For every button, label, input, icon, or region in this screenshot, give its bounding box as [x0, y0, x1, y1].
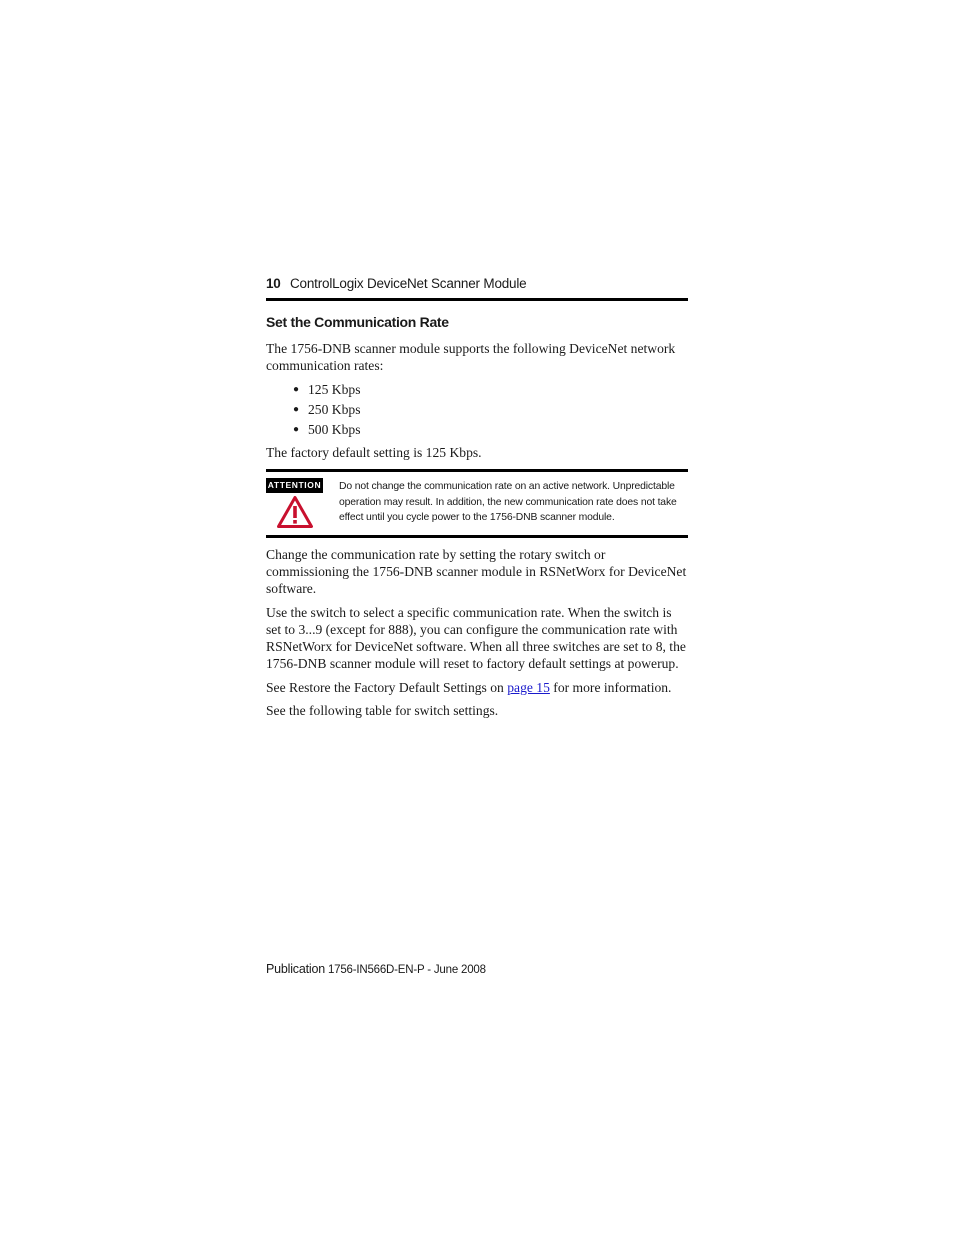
footer: [266, 961, 486, 978]
attention-badge: ATTENTION: [266, 478, 323, 493]
page-15-link[interactable]: page 15: [507, 680, 550, 695]
default-setting-paragraph: The factory default setting is 125 Kbps.: [266, 445, 482, 460]
see-table-paragraph: See the following table for switch settings.: [266, 703, 499, 718]
list-item: [293, 400, 361, 420]
change-rate-paragraph: Change the communication rate by setting the rotary switch or commissioning the 1756-DNB scanner module in RSNetWorx for DeviceNet software.: [266, 547, 687, 596]
intro-paragraph: The 1756-DNB scanner module supports the following DeviceNet network communication rates:: [266, 341, 676, 373]
see-restore-text: See Restore the Factory Default Settings on: [266, 680, 508, 695]
see-restore-text-after: for more information.: [549, 680, 672, 695]
attention-bottom-divider: [266, 535, 688, 538]
header-divider: [266, 298, 688, 301]
use-switch-paragraph: Use the switch to select a specific communication rate. When the switch is set to 3...9 (except for 888), you can configure the communication rate with RSNetWorx for DeviceNet software. When all three switches are set to 8, the 1756-DNB scanner module will reset to factory default settings at powerup.: [266, 605, 686, 671]
section-heading: Set the Communication Rate: [266, 314, 449, 330]
publication-id: 1756-IN566D-EN-P - June 2008: [327, 964, 486, 976]
warning-triangle-icon: [277, 496, 313, 528]
see-restore-paragraph: [266, 679, 688, 696]
bullet-icon: ●: [293, 424, 300, 435]
page-number: 10: [266, 276, 281, 291]
list-item: [293, 420, 361, 440]
bullet-icon: ●: [293, 404, 300, 415]
running-header: [266, 275, 688, 293]
document-title: ControlLogix DeviceNet Scanner Module: [290, 276, 527, 291]
attention-top-divider: [266, 469, 688, 472]
list-item-label: 250 Kbps: [308, 402, 361, 417]
attention-message: Do not change the communication rate on an active network. Unpredictable operation may result. In addition, the new communication rate does not take effect until you cycle power to the 1756-DNB scanner module.: [339, 481, 677, 524]
list-item-label: 500 Kbps: [308, 422, 361, 437]
list-item-label: 125 Kbps: [308, 382, 361, 397]
rate-list: [293, 380, 361, 440]
footer-label: Publication: [266, 962, 325, 976]
list-item: [293, 380, 361, 400]
bullet-icon: ●: [293, 384, 300, 395]
